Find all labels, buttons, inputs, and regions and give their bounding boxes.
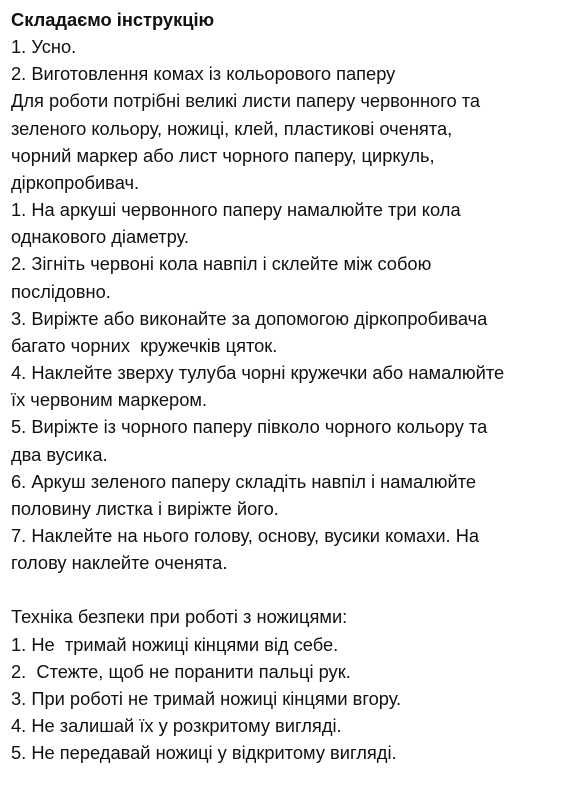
instruction-line: 7. Наклейте на нього голову, основу, вусики комахи. На [11,524,480,546]
safety-rule: 1. Не тримай ножиці кінцями від себе. [11,633,339,655]
instruction-line: однакового діаметру. [11,226,189,248]
instruction-line: Для роботи потрібні великі листи паперу червонного та [11,90,481,112]
instruction-line: 1. Усно. [11,36,77,58]
section-spacer [11,576,571,603]
instructions-section [11,33,571,576]
safety-rule: 3. При роботі не тримай ножиці кінцями вгору. [11,687,402,709]
instruction-line: послідовно. [11,280,111,302]
instruction-line: 5. Виріжте із чорного паперу півколо чорного кольору та [11,416,488,438]
instruction-line: чорний маркер або лист чорного паперу, циркуль, [11,144,435,166]
instruction-line: 4. Наклейте зверху тулуба чорні кружечки або намалюйте [11,362,505,384]
instruction-line: зеленого кольору, ножиці, клей, пластикові оченята, [11,117,453,139]
instruction-line: два вусика. [11,443,108,465]
instruction-line: багато чорних кружечків цяток. [11,334,278,356]
instruction-line: голову наклейте оченята. [11,552,228,574]
document-title: Складаємо інструкцію [11,9,215,30]
instruction-line: 2. Виготовлення комах із кольорового паперу [11,63,396,85]
instruction-line: 6. Аркуш зеленого паперу складіть навпіл і намалюйте [11,470,477,492]
safety-rule: 4. Не залишай їх у розкритому вигляді. [11,715,342,737]
instruction-line: 2. Зігніть червоні кола навпіл і склейте між собою [11,253,432,275]
instruction-line: 3. Виріжте або виконайте за допомогою діркопробивача [11,307,488,329]
instruction-line: діркопробивач. [11,171,140,193]
safety-rule: 5. Не передавай ножиці у відкритому вигляді. [11,742,397,764]
document [11,6,571,766]
safety-section [11,603,571,766]
instruction-line: їх червоним маркером. [11,389,208,411]
instruction-line: половину листка і виріжте його. [11,497,279,519]
instruction-line: 1. На аркуші червонного паперу намалюйте три кола [11,199,461,221]
safety-heading: Техніка безпеки при роботі з ножицями: [11,606,348,628]
safety-rule: 2. Стежте, щоб не поранити пальці рук. [11,660,351,682]
